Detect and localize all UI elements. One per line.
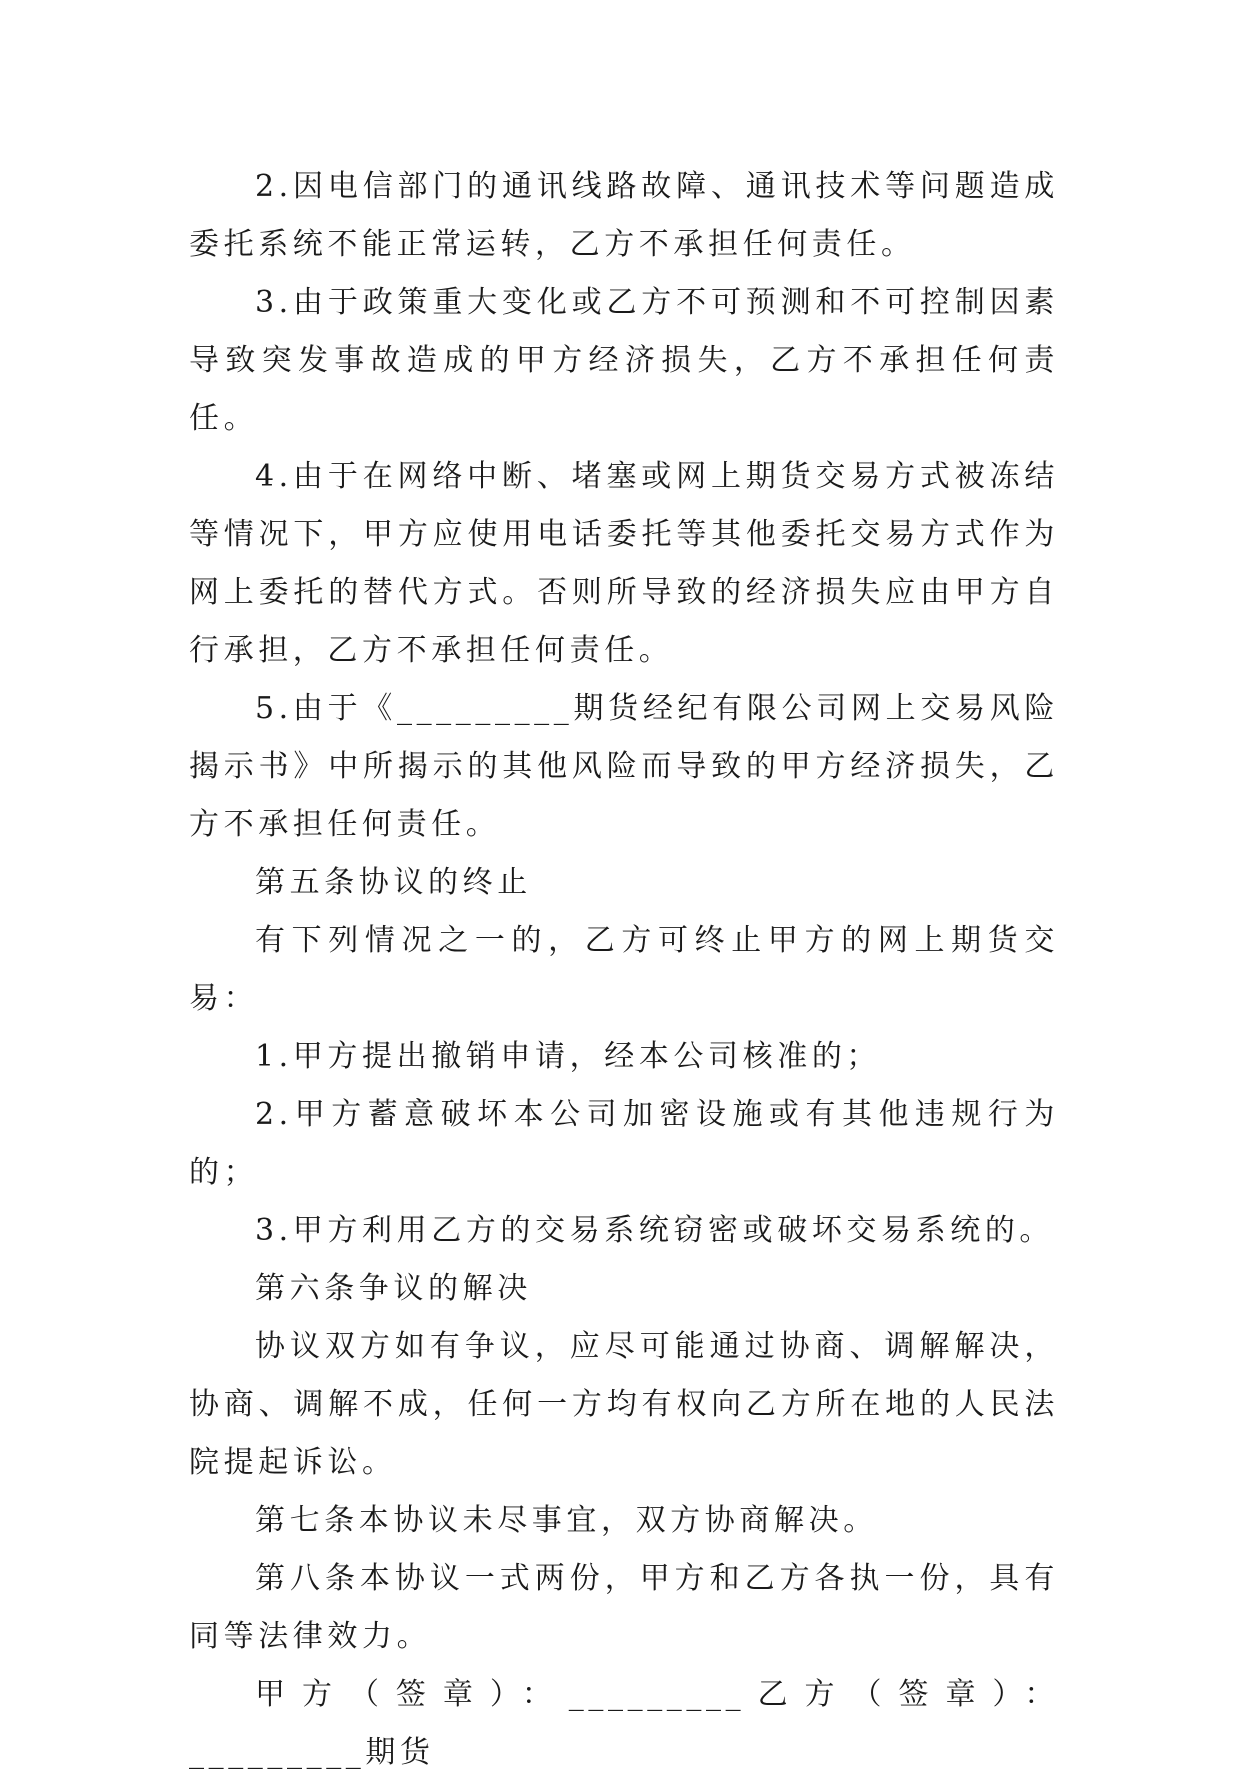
clause-paragraph: 第七条本协议未尽事宜，双方协商解决。	[255, 1503, 878, 1538]
list-item: 2.甲方蓄意破坏本公司加密设施或有其他违规行为的；	[189, 1097, 1059, 1190]
section-heading: 第五条协议的终止	[255, 865, 532, 900]
clause-paragraph: 有下列情况之一的，乙方可终止甲方的网上期货交易：	[189, 923, 1059, 1016]
list-item: 1.甲方提出撤销申请，经本公司核准的；	[255, 1039, 882, 1074]
clause-paragraph: 第八条本协议一式两份，甲方和乙方各执一份，具有同等法律效力。	[189, 1561, 1059, 1654]
clause-paragraph: 5.由于《_________期货经纪有限公司网上交易风险揭示书》中所揭示的其他风险而导致的甲方经济损失，乙方不承担任何责任。	[189, 691, 1059, 842]
list-item: 3.甲方利用乙方的交易系统窃密或破坏交易系统的。	[255, 1213, 1055, 1248]
document-body	[189, 158, 1059, 1782]
signature-line: 甲方（签章）：_________乙方（签章）：_________期货	[189, 1677, 1059, 1770]
clause-paragraph: 3.由于政策重大变化或乙方不可预测和不可控制因素导致突发事故造成的甲方经济损失，乙方不承担任何责任。	[189, 285, 1059, 436]
clause-paragraph: 协议双方如有争议，应尽可能通过协商、调解解决，协商、调解不成，任何一方均有权向乙方所在地的人民法院提起诉讼。	[189, 1329, 1059, 1480]
clause-paragraph: 4.由于在网络中断、堵塞或网上期货交易方式被冻结等情况下，甲方应使用电话委托等其他委托交易方式作为网上委托的替代方式。否则所导致的经济损失应由甲方自行承担，乙方不承担任何责任。	[189, 459, 1059, 668]
clause-paragraph: 2.因电信部门的通讯线路故障、通讯技术等问题造成委托系统不能正常运转，乙方不承担任何责任。	[189, 169, 1059, 262]
section-heading: 第六条争议的解决	[255, 1271, 532, 1306]
